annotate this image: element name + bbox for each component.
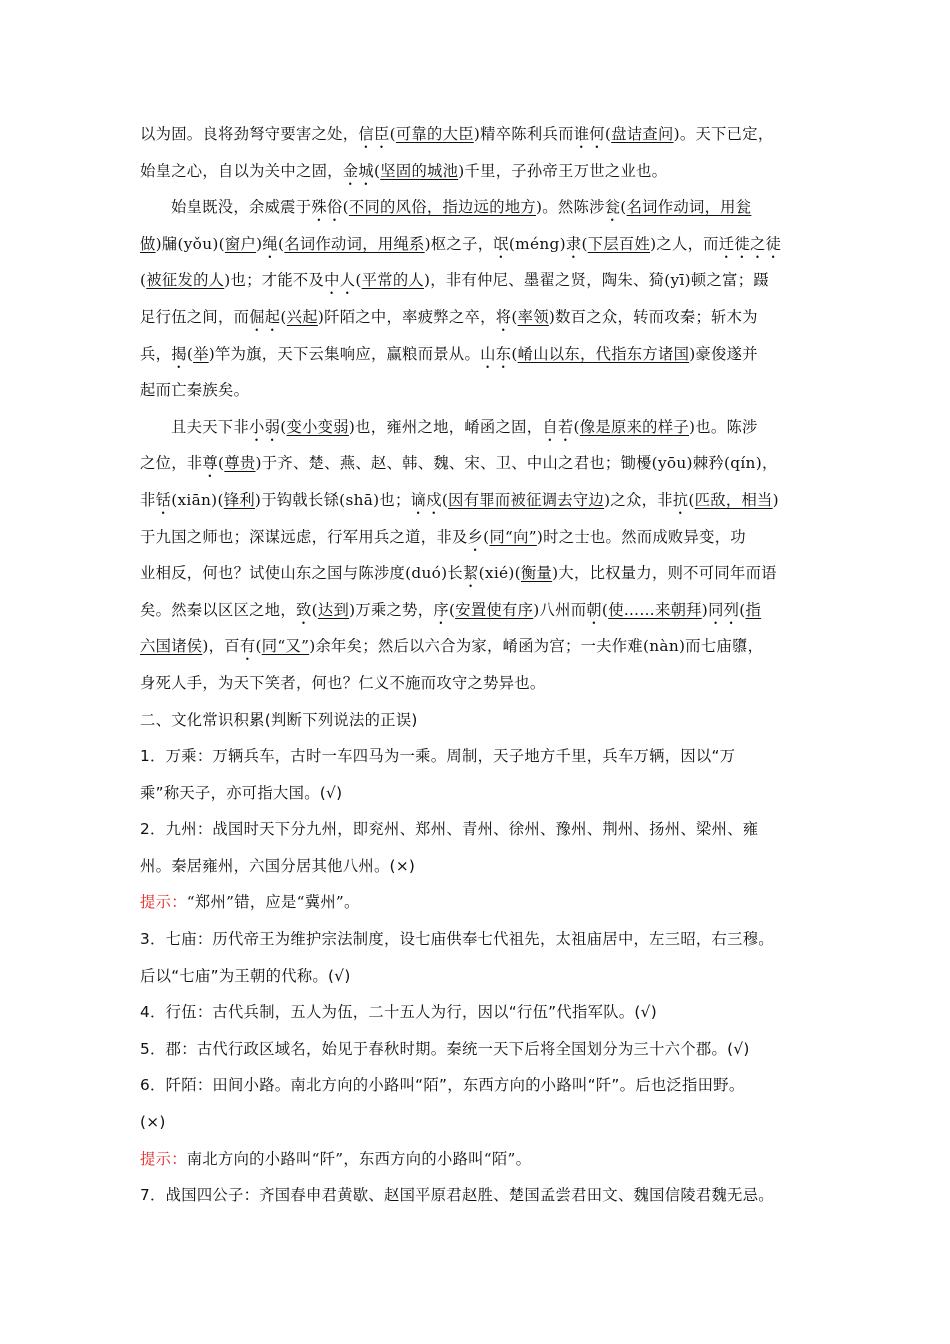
item-3-line-1: 3．七庙：历代帝王为维护宗法制度，设七庙供奉七代祖先，太祖庙居中，左三昭，右三穆。 [140, 930, 774, 949]
text-span: )万乘之势， [349, 600, 434, 619]
text-span: ) [772, 490, 779, 509]
text-span: ( [441, 490, 449, 509]
tip-6 [140, 1141, 816, 1178]
dotted-term: 揭 [171, 344, 187, 363]
text-span: ( [255, 637, 262, 656]
text-span: ( [355, 271, 362, 290]
underlined-gloss: 同“又” [261, 637, 310, 656]
text-span: 矣。然秦以区区之地， [140, 600, 296, 619]
passage-line-6 [140, 299, 816, 336]
text-span: )数百之众，转而攻秦；斩木为 [548, 307, 758, 326]
dotted-term: 絜 [463, 564, 479, 583]
item-6-line-1: 6．阡陌：田间小路。南北方向的小路叫“陌”，东西方向的小路叫“阡”。后也泛指田野。 [140, 1076, 745, 1095]
text-span: ( [140, 271, 147, 290]
passage-line-16: 身死人手，为天下笑者，何也？仁义不施而攻守之势异也。 [140, 673, 546, 692]
dotted-term: 序 [433, 600, 449, 619]
text-span: ( [511, 307, 518, 326]
dotted-term: 朝 [586, 600, 602, 619]
text-span: (xié)( [478, 564, 521, 583]
underlined-gloss: 下层百姓 [587, 234, 651, 253]
text-span: )。天下已定， [673, 125, 774, 143]
passage-line-12 [140, 519, 816, 556]
text-span: ( [186, 344, 194, 363]
dotted-term: 氓 [493, 234, 509, 253]
text-span: )，百 [202, 637, 240, 656]
item-2-line-1: 2．九州：战国时天下分九州，即兖州、郑州、青州、徐州、豫州、荆州、扬州、梁州、雍 [140, 820, 759, 839]
text-span: ( [601, 600, 609, 619]
passage-line-9 [140, 409, 816, 446]
underlined-gloss: 锋利 [223, 490, 255, 509]
text-span: ( [739, 600, 746, 619]
text-span: )之众，非 [604, 490, 673, 509]
passage-line-7 [140, 336, 816, 373]
text-span: )竿为旗，天下云集响应，赢粮而景从。 [208, 344, 481, 363]
item-2-line-2: 州。秦居雍州，六国分居其他八州。(×) [140, 856, 416, 875]
text-span: ( [280, 417, 287, 436]
text-span: ( [483, 527, 490, 546]
underlined-gloss: 名词作动词，用瓮 [626, 198, 752, 217]
text-span: ) [256, 234, 263, 253]
dotted-term: 乡 [467, 527, 484, 546]
text-span: 非 [140, 490, 156, 509]
text-span: )牖(yǒu)( [155, 234, 225, 253]
dotted-term: 将 [495, 307, 512, 326]
dotted-term: 同列 [708, 600, 740, 619]
dotted-term: 铦 [155, 490, 172, 509]
underlined-gloss: 不同的风俗，指边远的地方 [348, 198, 537, 217]
dotted-term: 谪戍 [410, 490, 442, 509]
text-span: ( [311, 600, 318, 619]
passage-line-10 [140, 445, 816, 482]
underlined-gloss: 六国诸侯 [140, 637, 203, 656]
tip-2 [140, 884, 816, 921]
text-span: )于齐、楚、燕、赵、韩、魏、宋、卫、中山之君也；锄櫌(yōu)棘矜(qín)， [255, 454, 778, 473]
text-span: )阡陌之中，率疲弊之卒， [317, 307, 496, 326]
text-span: )余年矣；然后以六合为家，崤函为宫；一夫作难(nàn)而七庙隳， [309, 637, 764, 656]
item-6-line-2: (×) [140, 1113, 166, 1132]
underlined-gloss: 做 [140, 234, 156, 253]
dotted-term: 瓮 [604, 198, 621, 217]
text-span: )之人，而 [650, 234, 719, 253]
text-span: ( [448, 600, 456, 619]
tip-label: 提示： [140, 1149, 187, 1168]
passage-line-8: 起而亡秦族矣。 [140, 381, 250, 400]
underlined-gloss: 匹敌，相当 [694, 490, 773, 509]
dotted-term: 殊俗 [311, 198, 343, 217]
item-5: 5．郡：古代行政区域名，始见于春秋时期。秦统一天下后将全国划分为三十六个郡。(√) [140, 1039, 750, 1058]
section-title: 二、文化常识积累(判断下列说法的正误) [140, 710, 418, 729]
dotted-term: 倔起 [249, 307, 281, 326]
underlined-gloss: 可靠的大臣 [395, 125, 474, 143]
passage-line-11 [140, 482, 816, 519]
underlined-gloss: 达到 [317, 600, 350, 619]
text-span: )大，比权量力，则不可同年而语 [552, 564, 777, 583]
dotted-term: 抗 [672, 490, 689, 509]
dotted-term: 中人 [324, 271, 356, 290]
item-3-line-2: 后以“七庙”为王朝的代称。(√) [140, 966, 351, 985]
underlined-gloss: 被征发的人 [146, 271, 225, 290]
underlined-gloss: 名词作动词，用绳系 [284, 234, 425, 253]
text-span: 以为固。良将劲弩守要害之处， [140, 125, 359, 143]
item-7: 7．战国四公子：齐国春申君黄歇、赵国平原君赵胜、楚国孟尝君田文、魏国信陵君魏无忌。 [140, 1186, 774, 1205]
text-span: (xiān)( [171, 490, 224, 509]
text-span: 兵， [140, 344, 172, 363]
text-span: ( [688, 490, 695, 509]
passage-line-3 [140, 189, 816, 226]
underlined-gloss: 盘诘查问 [611, 125, 674, 143]
text-span: )精卒陈利兵而 [473, 125, 574, 143]
document-page [140, 116, 816, 1214]
text-span: )豪俊遂并 [689, 344, 758, 363]
underlined-gloss: 崤山以东，代指东方诸国 [517, 344, 690, 363]
tip-text: 南北方向的小路叫“阡”，东西方向的小路叫“陌”。 [186, 1149, 532, 1168]
item-4: 4．行伍：古代兵制，五人为伍，二十五人为行，因以“行伍”代指军队。(√) [140, 1003, 657, 1022]
passage-line-14 [140, 592, 816, 629]
underlined-gloss: 像是原来的样子 [579, 417, 689, 436]
text-span: 足行伍之间，而 [140, 307, 250, 326]
text-span: ( [280, 307, 287, 326]
dotted-term: 绳 [262, 234, 278, 253]
text-span: 业相反，何也？试使山东之国与陈涉度(duó)长 [140, 564, 464, 583]
underlined-gloss: 同“向” [489, 527, 537, 546]
underlined-gloss: 率领 [517, 307, 549, 326]
underlined-gloss: 平常的人 [361, 271, 425, 290]
text-span: ( [581, 234, 588, 253]
text-span: ( [218, 454, 225, 473]
item-1-line-1: 1．万乘：万辆兵车，古时一车四马为一乘。周制，天子地方千里，兵车万辆，因以“万 [140, 747, 736, 766]
text-span: ( [573, 417, 580, 436]
passage-line-5 [140, 262, 816, 299]
text-span: ) [701, 600, 709, 619]
text-span: )。然陈涉 [536, 198, 605, 217]
dotted-term: 山东 [480, 344, 512, 363]
underlined-gloss: 变小变弱 [286, 417, 349, 436]
underlined-gloss: 坚固的城池 [380, 161, 459, 180]
text-span: ( [511, 344, 518, 363]
dotted-term: 自若 [542, 417, 574, 436]
text-span: ( [277, 234, 285, 253]
dotted-term: 迁徙之徒 [718, 234, 782, 253]
text-span: 于九国之师也；深谋远虑，行军用兵之道，非及 [140, 527, 468, 546]
underlined-gloss: 安置使有序 [455, 600, 534, 619]
text-span: )，非有仲尼、墨翟之贤，陶朱、猗(yī)顿之富；蹑 [424, 271, 769, 290]
text-span: )也。陈涉 [688, 417, 758, 436]
text-span: )千里，子孙帝王万世之业也。 [458, 161, 668, 180]
text-span: )八州而 [533, 600, 587, 619]
tip-label: 提示： [140, 893, 187, 912]
passage-line-2 [140, 153, 816, 190]
text-span: 之位，非 [140, 454, 203, 473]
dotted-term: 小弱 [249, 417, 281, 436]
text-span: 始皇之心，自以为关中之固， [140, 161, 343, 180]
text-span: )于钩戟长铩(shā)也； [254, 490, 411, 509]
passage-line-13 [140, 555, 816, 592]
text-span: )时之士也。然而成败异变，功 [536, 527, 746, 546]
dotted-term: 尊 [202, 454, 218, 473]
tip-text: “郑州”错，应是“冀州”。 [186, 893, 360, 912]
underlined-gloss: 使……来朝拜 [608, 600, 702, 619]
text-span: 始皇既没，余威震于 [171, 198, 312, 217]
dotted-term: 信臣 [358, 125, 390, 143]
dotted-term: 隶 [565, 234, 582, 253]
text-span: ( [373, 161, 381, 180]
dotted-term: 有 [239, 637, 256, 656]
underlined-gloss: 窗户 [224, 234, 257, 253]
underlined-gloss: 指 [745, 600, 762, 619]
dotted-term: 金城 [342, 161, 374, 180]
item-1-line-2: 乘”称天子，亦可指大国。(√) [140, 783, 343, 802]
dotted-term: 致 [295, 600, 312, 619]
dotted-term: 谁何 [573, 125, 605, 143]
text-span: ( [389, 125, 396, 143]
text-span: )也，雍州之地，崤函之固， [348, 417, 543, 436]
text-span: ( [620, 198, 627, 217]
underlined-gloss: 衡量 [520, 564, 553, 583]
underlined-gloss: 兴起 [286, 307, 318, 326]
underlined-gloss: 尊贵 [224, 454, 256, 473]
passage-line-15 [140, 628, 816, 665]
text-span: ( [342, 198, 349, 217]
passage-line-4 [140, 226, 816, 263]
text-span: ( [604, 125, 612, 143]
passage-line-1 [140, 116, 816, 153]
text-span: )也；才能不及 [224, 271, 325, 290]
text-span: )枢之子， [424, 234, 494, 253]
underlined-gloss: 因有罪而被征调去守边 [448, 490, 605, 509]
text-span: 且夫天下非 [171, 417, 249, 436]
text-span: (méng) [508, 234, 566, 253]
underlined-gloss: 举 [193, 344, 209, 363]
